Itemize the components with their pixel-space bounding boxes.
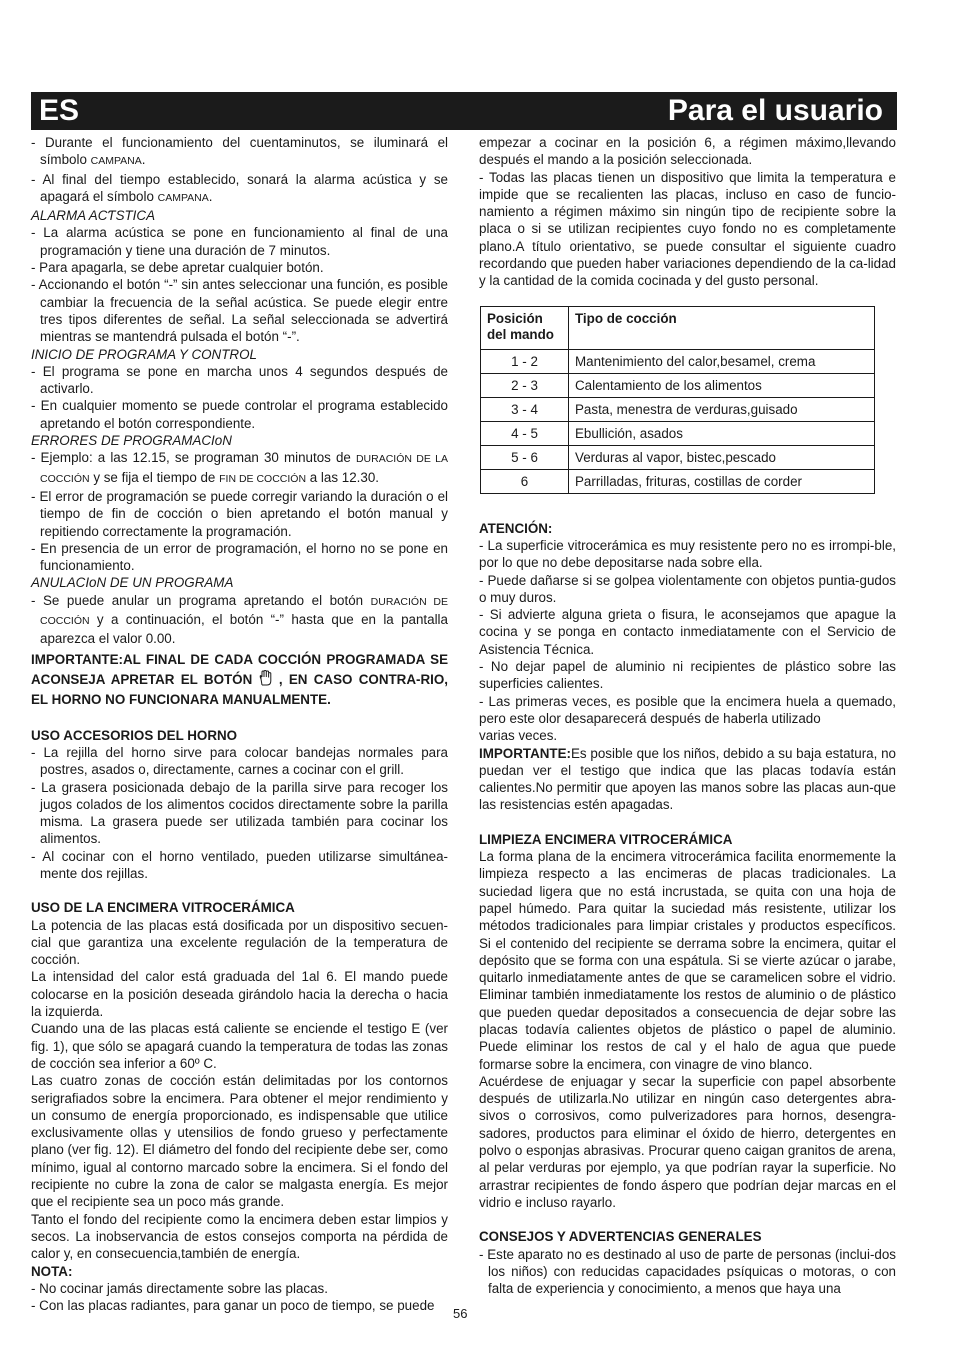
paragraph: Tanto el fondo del recipiente como la encimera deben estar limpios y secos. La inobservancia de estos consejos comporta na pérdida de calor y, en consecuencia,también de energía. xyxy=(31,1211,448,1262)
right-column xyxy=(479,134,896,1297)
paragraph: - La superficie vitrocerámica es muy resistente pero no es irrompi-ble, por lo que no debe depositarse nada sobre ella. xyxy=(479,537,896,571)
table-header-row xyxy=(481,306,875,349)
paragraph: - Las primeras veces, es posible que la encimera huela a quemado, pero este olor desaparecerá después de haberla utilizado xyxy=(479,693,896,726)
paragraph: - Para apagarla, se debe apretar cualquier botón. xyxy=(31,260,324,276)
table-row xyxy=(481,421,875,445)
note-heading: NOTA: xyxy=(31,1263,73,1279)
subheading: ANULACIoN DE UN PROGRAMA xyxy=(31,575,234,591)
paragraph: - El programa se pone en marcha unos 4 segundos después de activarlo. xyxy=(31,363,448,397)
language-code: ES xyxy=(39,94,80,127)
paragraph: - La rejilla del horno sirve para colocar bandejas normales para postres, asados o, directamente, carnes a cocinar con el grill. xyxy=(31,744,448,778)
paragraph: La potencia de las placas está dosificada por un dispositivo secuen-cial que garantiza una excelente regulación de la temperatura de cocción. xyxy=(31,917,448,968)
table-row xyxy=(481,349,875,373)
paragraph: - En presencia de un error de programación, el horno no se pone en funcionamiento. xyxy=(31,540,448,574)
table-cell: 6 xyxy=(481,469,569,493)
section-heading: USO ACCESORIOS DEL HORNO xyxy=(31,727,238,743)
paragraph: Cuando una de las placas está caliente se enciende el testigo E (ver fig. 1), que sólo se apagará cuando la temperatura de todas las zonas de cocción sea inferior a 60º C. xyxy=(31,1021,448,1071)
paragraph: - Al final del tiempo establecido, sonará la alarma acústica y se apagará el símbolo CAMPANA. xyxy=(31,171,448,204)
paragraph: Las cuatro zonas de cocción están delimitadas por los contornos serigrafiados sobre la encimera. Para obtener el mejor rendimiento y un consumo de energía proporcionado, es indispensable que utilice exclusivamente ollas y utensilios de fondo grueso y perfectamente plano (ver fig. 12). El diámetro del fondo del recipiente debe ser, como mínimo, igual al contorno marcado sobre la encimera. Si el fondo del recipiente no cubre la zona de calor se malgasta energía. Es mejor que el recipiente sea un poco más grande. xyxy=(31,1073,448,1210)
paragraph: - Durante el funcionamiento del cuentaminutos, se iluminará el símbolo CAMPANA. xyxy=(31,135,448,168)
paragraph: - Ejemplo: a las 12.15, se programan 30 minutos de DURACIÓN DE LA COCCIÓN y se fija el tiempo de FIN DE COCCIÓN a las 12.30. xyxy=(31,450,448,485)
paragraph: - La alarma acústica se pone en funcionamiento al final de una programación y tiene una duración de 7 minutos. xyxy=(31,225,448,258)
page-header xyxy=(31,92,897,130)
paragraph: IMPORTANTE:Es posible que los niños, debido a su baja estatura, no puedan ver el testigo que indica que las placas todavía están calientes.No permitir que apoyen las manos sobre las placas aun-que las resistencias estén apagadas. xyxy=(479,745,896,813)
paragraph: La forma plana de la encimera vitrocerámica facilita enormemente la limpieza respecto a las encimeras de placas tradicionales. La suciedad ligera que no está incrustada, se quita con una hoja de papel húmedo. Para quitar la suciedad más resistente, utilizar los métodos tradicionales para limpiar cristales y productos específicos. Si el contenido del recipiente se derrama sobre la encimera, quitar el depósito que se forma con una espátula. Si se vierte azúcar o jarabe, quitarlo inmediatamente antes de que se caramelicen sobre el vidrio. Eliminar también inmediatamente los restos de aluminio o de plástico que pueden quedar depositados a consecuencia de dejar sobre las placas todavía calientes objetos de plástico o papel de aluminio. Puede eliminar los restos de cal y el halo de agua que puede formarse sobre la encimera, con vinagre de vino blanco. xyxy=(479,849,896,1072)
table-cell: 5 - 6 xyxy=(481,445,569,469)
paragraph: - No dejar papel de aluminio ni recipientes de plástico sobre las superficies calientes. xyxy=(479,659,896,692)
table-cell: Calentamiento de los alimentos xyxy=(569,373,875,397)
paragraph: - Se puede anular un programa apretando el botón DURACIÓN DE COCCIÓN y a continuación, el botón “-” hasta que en la pantalla aparezca el valor 0.00. xyxy=(31,592,448,647)
table-cell: 2 - 3 xyxy=(481,373,569,397)
table-row xyxy=(481,397,875,421)
paragraph: - Todas las placas tienen un dispositivo que limita la temperatura e impide que se recalienten las placas, incluso en caso de funcio-namiento a régimen máximo sin ningún tipo de recipiente sobre la placa o si se utilizan recipientes cuyo fondo no es completamente plano.A título orientativo, se puede consultar el siguiente cuadro recordando que pueden haber variaciones dependiendo de la ca-lidad y la cantidad de la comida cocinada y del gusto personal. xyxy=(479,169,896,289)
table-row xyxy=(481,445,875,469)
table-header-cell: Posición del mando xyxy=(481,306,569,349)
paragraph: - Puede dañarse si se golpea violentamente con objetos puntia-gudos o muy duros. xyxy=(479,572,896,605)
paragraph: - La grasera posicionada debajo de la parilla sirve para recoger los jugos colados de los alimentos cocidos directamente sobre la parilla misma. La grasera puede ser utilizada también para cocinar los alimentos. xyxy=(31,779,448,847)
paragraph: - Este aparato no es destinado al uso de parte de personas (inclui-dos los niños) con reducidas capacidades psíquicas o motoras, o con falta de experiencia y conocimiento, a menos que haya una xyxy=(479,1246,896,1297)
table-cell: Parrilladas, frituras, costillas de corder xyxy=(569,469,875,493)
left-column xyxy=(31,134,448,1314)
section-heading: LIMPIEZA ENCIMERA VITROCERÁMICA xyxy=(479,831,733,847)
important-note: IMPORTANTE:AL FINAL DE CADA COCCIÓN PROGRAMADA SE ACONSEJA APRETAR EL BOTÓN , EN CASO CONTRA-RIO, EL HORNO NO FUNCIONARA MANUALMENTE. xyxy=(31,651,448,707)
page-title: Para el usuario xyxy=(667,94,883,127)
hand-icon xyxy=(259,670,273,686)
table-cell: Ebullición, asados xyxy=(569,421,875,445)
paragraph: Acuérdese de enjuagar y secar la superficie con papel absorbente después de utilizarla.No utilizar en ningún caso detergentes abra-sivos o corrosivos, como pulverizadores para hornos, desengra-sadores, productos para eliminar el óxido de hierro, detergentes en polvo o esponjas abrasivas. Procurar queno caigan granitos de arena, al pelar verduras por ejemplo, ya que podrían rayar la superficie. No arrastrar recipientes de fondo áspero que podrían dejar marcas en el vidrio e incluso rayarlo. xyxy=(479,1073,896,1210)
table-header-cell: Tipo de cocción xyxy=(569,306,875,349)
paragraph: empezar a cocinar en la posición 6, a régimen máximo,llevando después el mando a la posición seleccionada. xyxy=(479,135,896,168)
subheading: ALARMA ACƬSTICA xyxy=(31,208,156,224)
paragraph: - Con las placas radiantes, para ganar un poco de tiempo, se puede xyxy=(31,1298,435,1314)
paragraph: La intensidad del calor está graduada del 1al 6. El mando puede colocarse en la posición deseada girándolo hacia la derecha o hacia la izquierda. xyxy=(31,969,448,1020)
page-number: 56 xyxy=(453,1306,468,1321)
table-row xyxy=(481,373,875,397)
paragraph: - El error de programación se puede corregir variando la duración o el tiempo de fin de cocción o bien apretando el botón manual y repitiendo correctamente la programación. xyxy=(31,488,448,539)
section-heading: ATENCIÓN: xyxy=(479,520,553,536)
table-cell: 4 - 5 xyxy=(481,421,569,445)
table-cell: 1 - 2 xyxy=(481,349,569,373)
subheading: ERRORES DE PROGRAMACIoN xyxy=(31,433,232,449)
paragraph: - Al cocinar con el horno ventilado, pueden utilizarse simultánea-mente dos rejillas. xyxy=(31,848,448,881)
section-heading: CONSEJOS Y ADVERTENCIAS GENERALES xyxy=(479,1229,762,1245)
table-cell: Mantenimiento del calor,besamel, crema xyxy=(569,349,875,373)
paragraph: - Si advierte alguna grieta o fisura, le aconsejamos que apague la cocina y se ponga en contacto inmediatamente con el Servicio de Asistencia Técnica. xyxy=(479,607,896,657)
table-row xyxy=(481,469,875,493)
subheading: INICIO DE PROGRAMA Y CONTROL xyxy=(31,346,257,362)
cooking-table xyxy=(480,306,875,494)
paragraph: - Accionando el botón “-” sin antes seleccionar una función, es posible cambiar la frecuencia de la señal acústica. Se puede elegir entre tres tipos diferentes de señal. La señal seleccionada se advertirá mientras se mantendrá pulsada el botón “-”. xyxy=(31,277,448,345)
paragraph: - No cocinar jamás directamente sobre las placas. xyxy=(31,1280,328,1296)
paragraph: varias veces. xyxy=(479,728,558,744)
table-cell: Verduras al vapor, bistec,pescado xyxy=(569,445,875,469)
table-cell: 3 - 4 xyxy=(481,397,569,421)
section-heading: USO DE LA ENCIMERA VITROCERÁMICA xyxy=(31,900,295,916)
table-cell: Pasta, menestra de verduras,guisado xyxy=(569,397,875,421)
paragraph: - En cualquier momento se puede controlar el programa establecido apretando el botón correspondiente. xyxy=(31,398,448,431)
